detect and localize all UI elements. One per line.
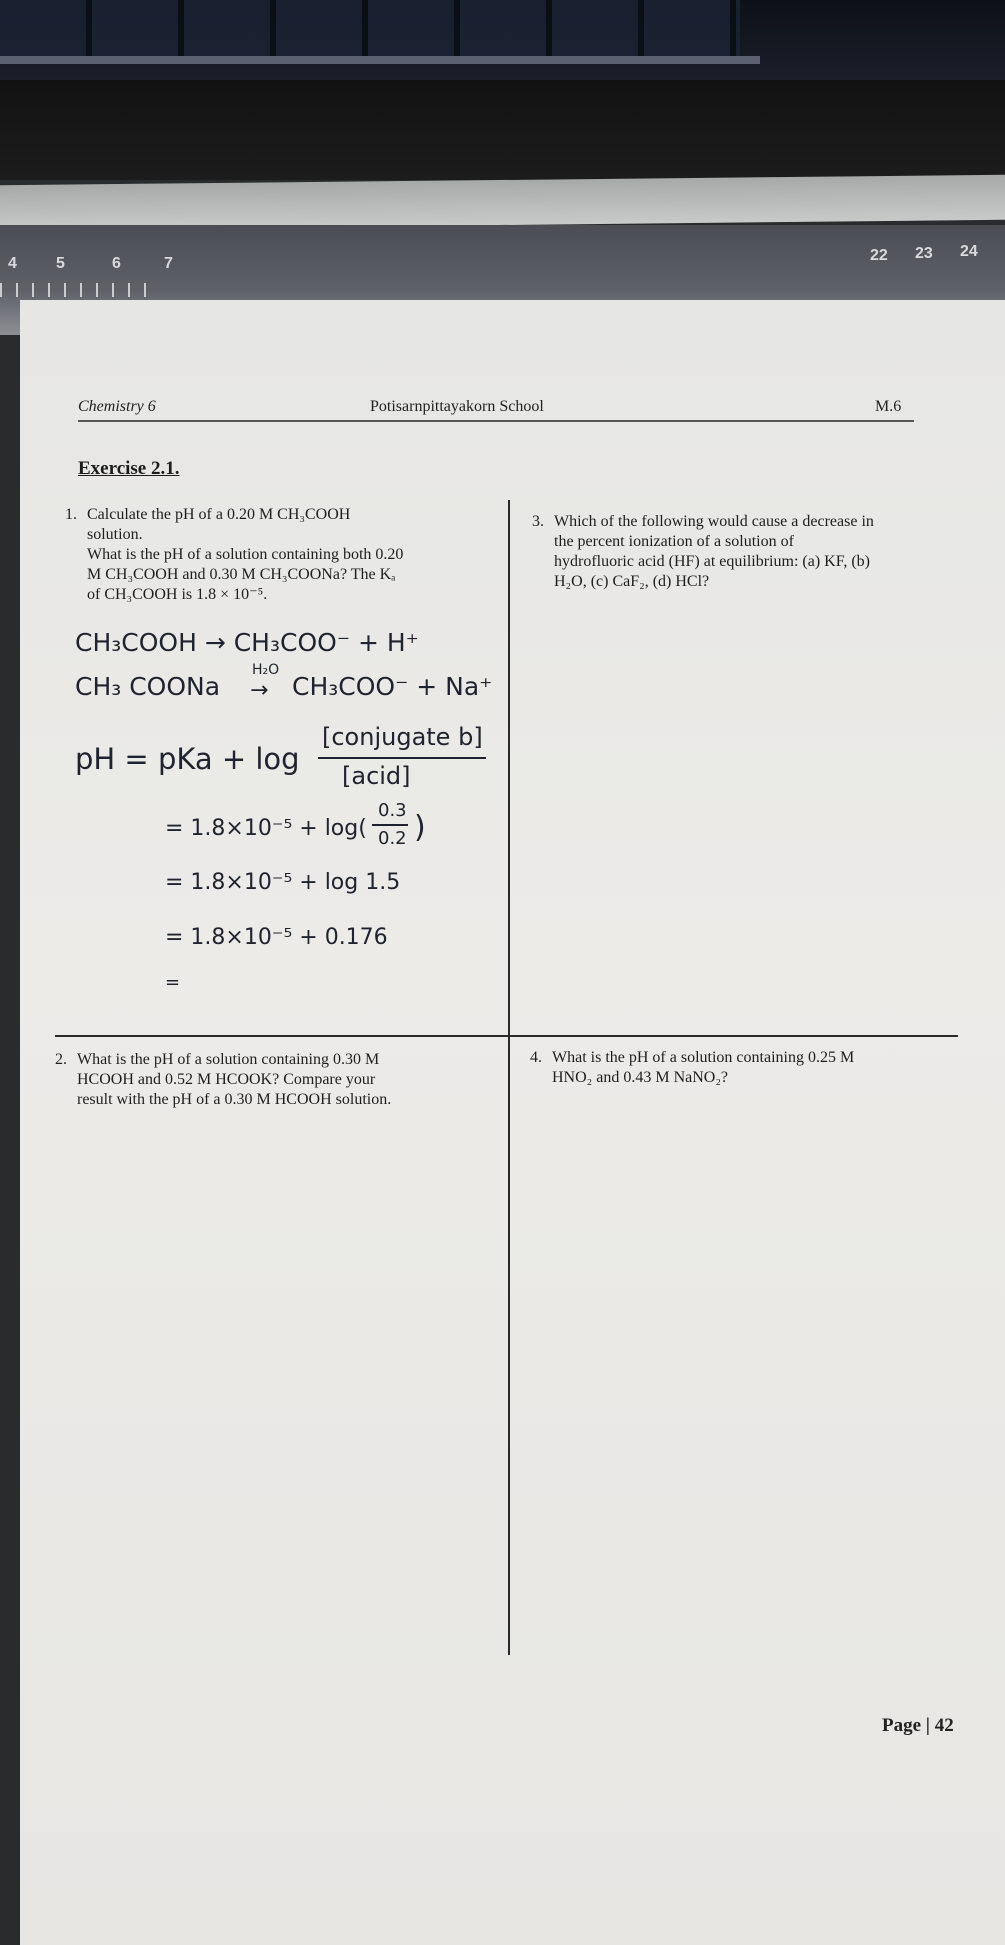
grade-label: M.6 — [875, 398, 902, 415]
question-text: Which of the following would cause a decrease in — [554, 513, 874, 530]
question-text: result with the pH of a 0.30 M HCOOH solution. — [77, 1091, 392, 1108]
handwritten-equation: CH₃ COONa — [75, 672, 221, 701]
header-rule — [78, 420, 914, 422]
exercise-title: Exercise 2.1. — [78, 458, 180, 479]
question-2 — [55, 1050, 495, 1110]
ruler-number: 4 — [8, 255, 17, 272]
handwritten-arrow-label: H₂O — [252, 662, 280, 678]
question-text: What is the pH of a solution containing 0.30 M — [77, 1051, 380, 1068]
question-text: hydrofluoric acid (HF) at equilibrium: (a) KF, (b) — [554, 553, 870, 570]
keyboard — [0, 0, 1005, 80]
row-divider — [55, 1035, 958, 1037]
handwritten-step: ) — [414, 810, 426, 845]
desk-shadow — [0, 80, 1005, 180]
question-text: What is the pH of a solution containing 0.25 M — [552, 1049, 855, 1066]
subject-label: Chemistry 6 — [78, 398, 156, 415]
keyboard-keys — [0, 0, 740, 56]
handwritten-numerator: 0.3 — [378, 800, 407, 821]
arrow-icon: → — [250, 678, 269, 703]
question-number: 3. — [532, 513, 544, 530]
question-text: Calculate the pH of a 0.20 M CH₃COOH — [87, 506, 351, 523]
school-name: Potisarnpittayakorn School — [370, 398, 544, 415]
ruler-number: 22 — [870, 247, 888, 264]
question-text: M CH₃COOH and 0.30 M CH₃COONa? The Kₐ — [87, 566, 396, 583]
handwritten-step: = — [165, 972, 181, 993]
question-text: of CH₃COOH is 1.8 × 10⁻⁵. — [87, 586, 268, 603]
ruler-number: 5 — [56, 255, 65, 272]
ruler-ticks — [0, 283, 160, 297]
page-number: Page | 42 — [882, 1715, 954, 1736]
question-number: 1. — [65, 506, 77, 523]
handwritten-denominator: 0.2 — [378, 828, 407, 849]
question-text: HNO₂ and 0.43 M NaNO₂? — [552, 1069, 729, 1086]
question-text: the percent ionization of a solution of — [554, 533, 794, 550]
question-4 — [530, 1048, 970, 1088]
handwritten-step: = 1.8×10⁻⁵ + 0.176 — [165, 925, 388, 950]
question-text: HCOOH and 0.52 M HCOOK? Compare your — [77, 1071, 376, 1088]
handwritten-denominator: [acid] — [342, 762, 411, 790]
ruler-number: 23 — [915, 245, 933, 262]
question-1 — [65, 505, 505, 605]
desk-edge — [0, 175, 1005, 231]
handwritten-numerator: [conjugate b] — [322, 723, 483, 751]
handwritten-equation: CH₃COOH → CH₃COO⁻ + H⁺ — [75, 628, 419, 657]
handwritten-formula: pH = pKa + log — [75, 742, 300, 776]
handwritten-equation: CH₃COO⁻ + Na⁺ — [292, 672, 493, 701]
handwritten-step: = 1.8×10⁻⁵ + log( — [165, 816, 367, 841]
ruler-number: 7 — [164, 255, 173, 272]
column-divider — [508, 500, 510, 1655]
question-text: What is the pH of a solution containing both 0.20 — [87, 546, 404, 563]
fraction-bar — [372, 824, 408, 826]
handwritten-step: = 1.8×10⁻⁵ + log 1.5 — [165, 870, 401, 895]
question-text: H₂O, (c) CaF₂, (d) HCl? — [554, 573, 710, 590]
fraction-bar — [318, 757, 486, 759]
keyboard-base — [0, 56, 760, 64]
question-3 — [532, 512, 972, 592]
question-number: 2. — [55, 1051, 67, 1068]
ruler-number: 24 — [960, 243, 978, 260]
question-number: 4. — [530, 1049, 542, 1066]
ruler-number: 6 — [112, 255, 121, 272]
question-text: solution. — [87, 526, 143, 543]
